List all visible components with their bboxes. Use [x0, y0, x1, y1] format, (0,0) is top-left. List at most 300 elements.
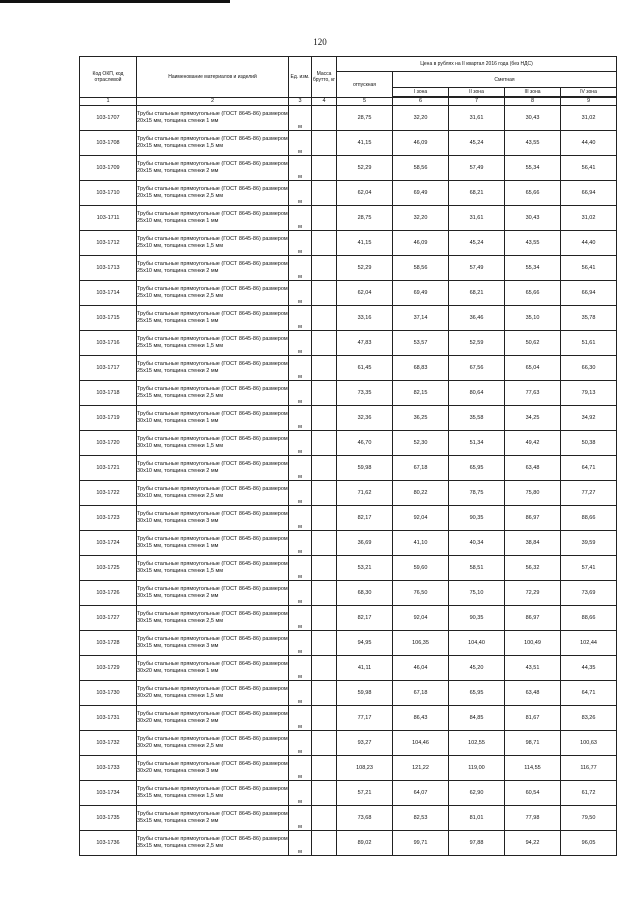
row-zone-1-price: 36,25 [393, 406, 449, 431]
header-code: Код ОКП, код отраслевой [80, 57, 137, 98]
row-name: Трубы стальные прямоугольные (ГОСТ 8645-86) размером 30х20 мм, толщина стенки 3 мм [137, 756, 289, 781]
row-unit: м [289, 731, 312, 756]
row-zone-4-price: 64,71 [561, 681, 617, 706]
row-name: Трубы стальные прямоугольные (ГОСТ 8645-86) размером 25х10 мм, толщина стенки 1,5 мм [137, 231, 289, 256]
row-zone-3-price: 43,55 [505, 131, 561, 156]
row-mass [312, 431, 337, 456]
row-zone-1-price: 69,49 [393, 281, 449, 306]
row-zone-3-price: 86,97 [505, 606, 561, 631]
header-zone-4: IV зона [561, 88, 617, 97]
row-unit: м [289, 606, 312, 631]
row-zone-3-price: 56,32 [505, 556, 561, 581]
row-code: 103-1726 [80, 581, 137, 606]
row-mass [312, 506, 337, 531]
row-zone-4-price: 64,71 [561, 456, 617, 481]
row-code: 103-1715 [80, 306, 137, 331]
row-name: Трубы стальные прямоугольные (ГОСТ 8645-86) размером 35х15 мм, толщина стенки 2 мм [137, 806, 289, 831]
row-release-price: 71,62 [337, 481, 393, 506]
row-name: Трубы стальные прямоугольные (ГОСТ 8645-86) размером 30х20 мм, толщина стенки 2,5 мм [137, 731, 289, 756]
row-zone-1-price: 59,60 [393, 556, 449, 581]
table-row [80, 481, 617, 506]
row-mass [312, 106, 337, 131]
row-code: 103-1733 [80, 756, 137, 781]
row-unit: м [289, 506, 312, 531]
row-mass [312, 156, 337, 181]
row-code: 103-1734 [80, 781, 137, 806]
row-zone-2-price: 68,21 [449, 281, 505, 306]
row-name: Трубы стальные прямоугольные (ГОСТ 8645-86) размером 30х10 мм, толщина стенки 3 мм [137, 506, 289, 531]
row-code: 103-1719 [80, 406, 137, 431]
row-zone-2-price: 90,35 [449, 606, 505, 631]
row-mass [312, 606, 337, 631]
row-release-price: 46,70 [337, 431, 393, 456]
row-zone-1-price: 121,22 [393, 756, 449, 781]
row-code: 103-1713 [80, 256, 137, 281]
column-index: 6 [393, 98, 449, 106]
row-release-price: 62,04 [337, 281, 393, 306]
row-zone-2-price: 62,90 [449, 781, 505, 806]
row-zone-2-price: 36,46 [449, 306, 505, 331]
row-zone-3-price: 100,49 [505, 631, 561, 656]
row-zone-3-price: 43,55 [505, 231, 561, 256]
row-name: Трубы стальные прямоугольные (ГОСТ 8645-86) размером 30х15 мм, толщина стенки 2 мм [137, 581, 289, 606]
row-zone-1-price: 53,57 [393, 331, 449, 356]
row-release-price: 57,21 [337, 781, 393, 806]
table-row [80, 681, 617, 706]
row-zone-1-price: 58,56 [393, 256, 449, 281]
table-row [80, 331, 617, 356]
row-zone-3-price: 55,34 [505, 256, 561, 281]
row-name: Трубы стальные прямоугольные (ГОСТ 8645-86) размером 30х20 мм, толщина стенки 2 мм [137, 706, 289, 731]
table-row [80, 156, 617, 181]
row-zone-1-price: 32,20 [393, 206, 449, 231]
row-code: 103-1708 [80, 131, 137, 156]
row-zone-2-price: 65,95 [449, 681, 505, 706]
row-unit: м [289, 481, 312, 506]
row-code: 103-1723 [80, 506, 137, 531]
row-zone-2-price: 65,95 [449, 456, 505, 481]
table-row [80, 556, 617, 581]
row-zone-1-price: 67,18 [393, 456, 449, 481]
table-row [80, 356, 617, 381]
table-row [80, 431, 617, 456]
row-mass [312, 806, 337, 831]
row-code: 103-1724 [80, 531, 137, 556]
table-row [80, 581, 617, 606]
row-release-price: 89,02 [337, 831, 393, 856]
row-name: Трубы стальные прямоугольные (ГОСТ 8645-86) размером 25х15 мм, толщина стенки 1 мм [137, 306, 289, 331]
row-zone-4-price: 35,78 [561, 306, 617, 331]
row-unit: м [289, 431, 312, 456]
row-zone-3-price: 35,10 [505, 306, 561, 331]
row-release-price: 62,04 [337, 181, 393, 206]
row-mass [312, 306, 337, 331]
row-zone-4-price: 116,77 [561, 756, 617, 781]
row-release-price: 52,29 [337, 256, 393, 281]
row-zone-1-price: 64,07 [393, 781, 449, 806]
row-name: Трубы стальные прямоугольные (ГОСТ 8645-86) размером 35х15 мм, толщина стенки 2,5 мм [137, 831, 289, 856]
row-zone-4-price: 102,44 [561, 631, 617, 656]
row-mass [312, 131, 337, 156]
row-release-price: 108,23 [337, 756, 393, 781]
row-release-price: 28,75 [337, 106, 393, 131]
row-code: 103-1730 [80, 681, 137, 706]
row-code: 103-1717 [80, 356, 137, 381]
row-mass [312, 656, 337, 681]
row-zone-1-price: 86,43 [393, 706, 449, 731]
row-unit: м [289, 581, 312, 606]
row-unit: м [289, 531, 312, 556]
row-mass [312, 181, 337, 206]
row-zone-3-price: 38,84 [505, 531, 561, 556]
table-row [80, 631, 617, 656]
row-zone-4-price: 44,40 [561, 131, 617, 156]
row-mass [312, 456, 337, 481]
row-mass [312, 481, 337, 506]
table-row [80, 656, 617, 681]
row-unit: м [289, 106, 312, 131]
row-code: 103-1716 [80, 331, 137, 356]
row-name: Трубы стальные прямоугольные (ГОСТ 8645-86) размером 20х15 мм, толщина стенки 2,5 мм [137, 181, 289, 206]
row-mass [312, 206, 337, 231]
row-unit: м [289, 631, 312, 656]
row-name: Трубы стальные прямоугольные (ГОСТ 8645-86) размером 25х10 мм, толщина стенки 2 мм [137, 256, 289, 281]
table-row [80, 381, 617, 406]
row-name: Трубы стальные прямоугольные (ГОСТ 8645-86) размером 30х15 мм, толщина стенки 1 мм [137, 531, 289, 556]
row-name: Трубы стальные прямоугольные (ГОСТ 8645-86) размером 35х15 мм, толщина стенки 1,5 мм [137, 781, 289, 806]
header-unit: Ед. изм. [289, 57, 312, 98]
row-unit: м [289, 131, 312, 156]
row-unit: м [289, 231, 312, 256]
header-zone-3: III зона [505, 88, 561, 97]
column-index: 3 [289, 98, 312, 106]
row-zone-3-price: 55,34 [505, 156, 561, 181]
row-zone-3-price: 114,55 [505, 756, 561, 781]
row-zone-4-price: 56,41 [561, 156, 617, 181]
row-mass [312, 681, 337, 706]
row-zone-2-price: 31,61 [449, 206, 505, 231]
row-zone-4-price: 83,26 [561, 706, 617, 731]
row-zone-1-price: 32,20 [393, 106, 449, 131]
row-zone-1-price: 67,18 [393, 681, 449, 706]
row-release-price: 53,21 [337, 556, 393, 581]
row-unit: м [289, 806, 312, 831]
row-zone-2-price: 75,10 [449, 581, 505, 606]
row-zone-2-price: 45,24 [449, 231, 505, 256]
row-release-price: 33,16 [337, 306, 393, 331]
row-release-price: 32,36 [337, 406, 393, 431]
row-zone-2-price: 40,34 [449, 531, 505, 556]
row-zone-3-price: 75,80 [505, 481, 561, 506]
table-row [80, 306, 617, 331]
column-index: 7 [449, 98, 505, 106]
row-code: 103-1709 [80, 156, 137, 181]
row-release-price: 94,95 [337, 631, 393, 656]
row-mass [312, 406, 337, 431]
row-release-price: 73,35 [337, 381, 393, 406]
column-index-row [80, 98, 617, 106]
row-name: Трубы стальные прямоугольные (ГОСТ 8645-86) размером 30х20 мм, толщина стенки 1 мм [137, 656, 289, 681]
row-mass [312, 231, 337, 256]
row-zone-4-price: 34,92 [561, 406, 617, 431]
row-release-price: 59,98 [337, 681, 393, 706]
row-release-price: 68,30 [337, 581, 393, 606]
row-mass [312, 781, 337, 806]
row-zone-3-price: 72,29 [505, 581, 561, 606]
row-unit: м [289, 681, 312, 706]
row-zone-2-price: 68,21 [449, 181, 505, 206]
table-body [80, 106, 617, 856]
table-row [80, 706, 617, 731]
table-row [80, 756, 617, 781]
row-mass [312, 556, 337, 581]
row-zone-3-price: 94,22 [505, 831, 561, 856]
row-zone-4-price: 88,66 [561, 606, 617, 631]
row-zone-2-price: 119,00 [449, 756, 505, 781]
row-release-price: 41,15 [337, 231, 393, 256]
row-code: 103-1718 [80, 381, 137, 406]
row-code: 103-1728 [80, 631, 137, 656]
row-zone-1-price: 37,14 [393, 306, 449, 331]
row-zone-4-price: 44,35 [561, 656, 617, 681]
row-release-price: 59,98 [337, 456, 393, 481]
row-mass [312, 256, 337, 281]
table-row [80, 606, 617, 631]
row-zone-2-price: 58,51 [449, 556, 505, 581]
row-zone-4-price: 100,63 [561, 731, 617, 756]
row-zone-3-price: 43,51 [505, 656, 561, 681]
row-code: 103-1722 [80, 481, 137, 506]
row-mass [312, 381, 337, 406]
row-zone-4-price: 88,66 [561, 506, 617, 531]
row-zone-3-price: 30,43 [505, 206, 561, 231]
row-zone-3-price: 49,42 [505, 431, 561, 456]
row-zone-2-price: 35,58 [449, 406, 505, 431]
row-code: 103-1727 [80, 606, 137, 631]
row-zone-2-price: 80,64 [449, 381, 505, 406]
row-release-price: 82,17 [337, 606, 393, 631]
row-release-price: 41,11 [337, 656, 393, 681]
row-zone-2-price: 52,59 [449, 331, 505, 356]
header-name: Наименование материалов и изделий [137, 57, 289, 98]
row-zone-4-price: 77,27 [561, 481, 617, 506]
header-release-price: отпускная [337, 72, 393, 98]
row-mass [312, 356, 337, 381]
row-zone-2-price: 90,35 [449, 506, 505, 531]
row-zone-1-price: 106,35 [393, 631, 449, 656]
row-code: 103-1712 [80, 231, 137, 256]
row-name: Трубы стальные прямоугольные (ГОСТ 8645-86) размером 30х10 мм, толщина стенки 1,5 мм [137, 431, 289, 456]
row-name: Трубы стальные прямоугольные (ГОСТ 8645-86) размером 30х10 мм, толщина стенки 2,5 мм [137, 481, 289, 506]
row-name: Трубы стальные прямоугольные (ГОСТ 8645-86) размером 20х15 мм, толщина стенки 1 мм [137, 106, 289, 131]
row-zone-4-price: 66,94 [561, 181, 617, 206]
row-zone-1-price: 52,30 [393, 431, 449, 456]
row-name: Трубы стальные прямоугольные (ГОСТ 8645-86) размером 25х15 мм, толщина стенки 2,5 мм [137, 381, 289, 406]
row-zone-4-price: 50,38 [561, 431, 617, 456]
table-row [80, 206, 617, 231]
row-code: 103-1721 [80, 456, 137, 481]
row-mass [312, 831, 337, 856]
row-zone-4-price: 39,59 [561, 531, 617, 556]
row-zone-2-price: 45,24 [449, 131, 505, 156]
table-row [80, 406, 617, 431]
row-zone-4-price: 57,41 [561, 556, 617, 581]
row-zone-3-price: 34,25 [505, 406, 561, 431]
table-row [80, 231, 617, 256]
row-zone-1-price: 82,53 [393, 806, 449, 831]
row-zone-2-price: 104,40 [449, 631, 505, 656]
row-zone-2-price: 51,34 [449, 431, 505, 456]
row-code: 103-1735 [80, 806, 137, 831]
row-unit: м [289, 706, 312, 731]
row-zone-2-price: 81,01 [449, 806, 505, 831]
price-table [79, 56, 617, 856]
table-row [80, 506, 617, 531]
row-release-price: 52,29 [337, 156, 393, 181]
column-index: 2 [137, 98, 289, 106]
row-name: Трубы стальные прямоугольные (ГОСТ 8645-86) размером 25х15 мм, толщина стенки 2 мм [137, 356, 289, 381]
row-zone-3-price: 60,54 [505, 781, 561, 806]
row-unit: м [289, 206, 312, 231]
row-unit: м [289, 281, 312, 306]
row-code: 103-1731 [80, 706, 137, 731]
row-zone-3-price: 50,62 [505, 331, 561, 356]
table-row [80, 806, 617, 831]
table-row [80, 531, 617, 556]
row-unit: м [289, 556, 312, 581]
row-zone-1-price: 46,09 [393, 231, 449, 256]
row-zone-2-price: 45,20 [449, 656, 505, 681]
row-unit: м [289, 831, 312, 856]
row-zone-1-price: 46,04 [393, 656, 449, 681]
header-estimate-price: Сметная [393, 72, 617, 88]
row-zone-4-price: 79,13 [561, 381, 617, 406]
row-unit: м [289, 256, 312, 281]
row-zone-3-price: 86,97 [505, 506, 561, 531]
row-unit: м [289, 156, 312, 181]
row-zone-2-price: 102,55 [449, 731, 505, 756]
table-row [80, 256, 617, 281]
row-release-price: 47,83 [337, 331, 393, 356]
row-code: 103-1725 [80, 556, 137, 581]
column-index: 1 [80, 98, 137, 106]
row-zone-4-price: 79,50 [561, 806, 617, 831]
row-code: 103-1720 [80, 431, 137, 456]
row-zone-4-price: 44,40 [561, 231, 617, 256]
row-name: Трубы стальные прямоугольные (ГОСТ 8645-86) размером 20х15 мм, толщина стенки 2 мм [137, 156, 289, 181]
row-code: 103-1714 [80, 281, 137, 306]
table-row [80, 731, 617, 756]
row-zone-1-price: 41,10 [393, 531, 449, 556]
row-mass [312, 756, 337, 781]
row-code: 103-1711 [80, 206, 137, 231]
row-zone-1-price: 76,50 [393, 581, 449, 606]
row-zone-1-price: 58,56 [393, 156, 449, 181]
row-zone-2-price: 57,49 [449, 256, 505, 281]
row-zone-2-price: 67,56 [449, 356, 505, 381]
row-zone-4-price: 31,02 [561, 106, 617, 131]
row-name: Трубы стальные прямоугольные (ГОСТ 8645-86) размером 30х20 мм, толщина стенки 1,5 мм [137, 681, 289, 706]
row-mass [312, 581, 337, 606]
row-name: Трубы стальные прямоугольные (ГОСТ 8645-86) размером 25х10 мм, толщина стенки 2,5 мм [137, 281, 289, 306]
row-name: Трубы стальные прямоугольные (ГОСТ 8645-86) размером 30х15 мм, толщина стенки 1,5 мм [137, 556, 289, 581]
row-mass [312, 281, 337, 306]
row-unit: м [289, 181, 312, 206]
row-zone-3-price: 65,04 [505, 356, 561, 381]
row-zone-2-price: 84,85 [449, 706, 505, 731]
row-zone-3-price: 65,66 [505, 281, 561, 306]
row-name: Трубы стальные прямоугольные (ГОСТ 8645-86) размером 30х15 мм, толщина стенки 3 мм [137, 631, 289, 656]
table-row [80, 781, 617, 806]
row-zone-3-price: 30,43 [505, 106, 561, 131]
row-code: 103-1710 [80, 181, 137, 206]
row-zone-4-price: 56,41 [561, 256, 617, 281]
row-zone-3-price: 77,98 [505, 806, 561, 831]
row-zone-1-price: 92,04 [393, 506, 449, 531]
row-zone-1-price: 99,71 [393, 831, 449, 856]
row-zone-4-price: 66,30 [561, 356, 617, 381]
row-zone-2-price: 78,75 [449, 481, 505, 506]
row-zone-1-price: 92,04 [393, 606, 449, 631]
row-unit: м [289, 456, 312, 481]
row-code: 103-1707 [80, 106, 137, 131]
row-zone-3-price: 63,48 [505, 681, 561, 706]
row-name: Трубы стальные прямоугольные (ГОСТ 8645-86) размером 25х15 мм, толщина стенки 1,5 мм [137, 331, 289, 356]
column-index: 9 [561, 98, 617, 106]
row-release-price: 82,17 [337, 506, 393, 531]
column-index: 5 [337, 98, 393, 106]
row-name: Трубы стальные прямоугольные (ГОСТ 8645-86) размером 30х10 мм, толщина стенки 2 мм [137, 456, 289, 481]
row-unit: м [289, 331, 312, 356]
row-name: Трубы стальные прямоугольные (ГОСТ 8645-86) размером 30х15 мм, толщина стенки 2,5 мм [137, 606, 289, 631]
row-zone-2-price: 97,88 [449, 831, 505, 856]
row-unit: м [289, 306, 312, 331]
row-release-price: 77,17 [337, 706, 393, 731]
column-index: 8 [505, 98, 561, 106]
row-zone-3-price: 63,48 [505, 456, 561, 481]
row-zone-4-price: 66,94 [561, 281, 617, 306]
row-code: 103-1729 [80, 656, 137, 681]
row-zone-4-price: 61,72 [561, 781, 617, 806]
row-unit: м [289, 356, 312, 381]
row-zone-4-price: 51,61 [561, 331, 617, 356]
header-price-title: Цена в рублях на II квартал 2016 года (без НДС) [337, 57, 617, 72]
row-release-price: 41,15 [337, 131, 393, 156]
row-mass [312, 531, 337, 556]
row-name: Трубы стальные прямоугольные (ГОСТ 8645-86) размером 30х10 мм, толщина стенки 1 мм [137, 406, 289, 431]
row-unit: м [289, 656, 312, 681]
row-zone-3-price: 98,71 [505, 731, 561, 756]
row-zone-1-price: 68,83 [393, 356, 449, 381]
row-zone-1-price: 80,22 [393, 481, 449, 506]
row-zone-3-price: 77,63 [505, 381, 561, 406]
row-mass [312, 731, 337, 756]
table-row [80, 456, 617, 481]
row-release-price: 73,68 [337, 806, 393, 831]
row-mass [312, 331, 337, 356]
row-unit: м [289, 406, 312, 431]
row-zone-3-price: 81,67 [505, 706, 561, 731]
table-row [80, 131, 617, 156]
row-zone-4-price: 73,69 [561, 581, 617, 606]
row-unit: м [289, 381, 312, 406]
row-mass [312, 706, 337, 731]
row-release-price: 36,69 [337, 531, 393, 556]
row-unit: м [289, 756, 312, 781]
header-mass: Масса брутто, кг [312, 57, 337, 98]
row-zone-1-price: 104,46 [393, 731, 449, 756]
column-index: 4 [312, 98, 337, 106]
